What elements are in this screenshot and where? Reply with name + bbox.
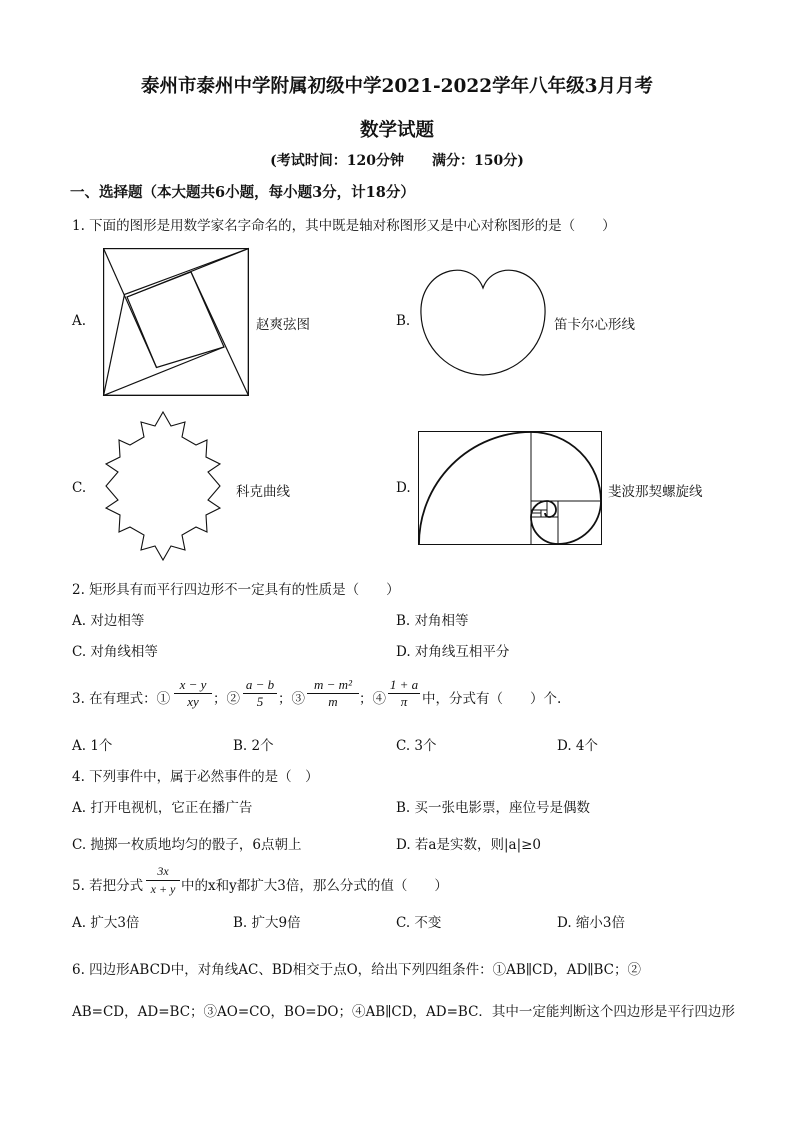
q5-option-b: B. 扩大9倍 — [233, 915, 301, 931]
q5-option-a: A. 扩大3倍 — [72, 915, 140, 931]
zhao-shuang-diagram — [103, 248, 249, 396]
q2-option-d: D. 对角线互相平分 — [396, 644, 510, 660]
q3-f3-numerator: m − m² — [307, 677, 359, 694]
koch-snowflake — [96, 412, 230, 560]
q4-option-c: C. 抛掷一枚质地均匀的骰子，6点朝上 — [72, 837, 302, 853]
q3-separator-2: ；② — [213, 691, 240, 707]
question-1-stem: 1. 下面的图形是用数学家名字命名的，其中既是轴对称图形又是中心对称图形的是（ ） — [72, 218, 616, 234]
q4-option-b: B. 买一张电影票，座位号是偶数 — [396, 800, 591, 816]
q3-f2-denominator: 5 — [256, 694, 264, 709]
q5-numerator: 3x — [146, 864, 180, 881]
q1-option-c-caption: 科克曲线 — [236, 484, 290, 500]
q3-option-b: B. 2个 — [233, 738, 274, 754]
exam-subtitle: 数学试题 — [359, 120, 434, 141]
q3-suffix: 中，分式有（ ）个. — [422, 691, 562, 707]
q1-option-d-letter: D. — [396, 480, 411, 496]
q3-fraction-1 — [174, 677, 212, 710]
question-6-line-1: 6. 四边形ABCD中，对角线AC、BD相交于点O，给出下列四组条件：①AB∥CD，AD∥BC；② — [72, 962, 642, 978]
q5-prefix: 5. 若把分式 — [72, 878, 144, 894]
q3-fraction-3 — [307, 677, 359, 710]
q3-option-d: D. 4个 — [557, 738, 599, 754]
q5-option-c: C. 不变 — [396, 915, 442, 931]
q3-f4-denominator: π — [400, 694, 408, 709]
q3-separator-4: ；④ — [359, 691, 386, 707]
q3-fraction-2 — [243, 677, 277, 710]
q2-option-b: B. 对角相等 — [396, 613, 469, 629]
cardioid-curve — [420, 266, 546, 376]
q3-f3-denominator: m — [328, 694, 338, 709]
section-heading: 一、选择题（本大题共6小题，每小题3分，计18分） — [70, 184, 415, 201]
q1-option-a-caption: 赵爽弦图 — [256, 317, 310, 333]
q1-option-c-letter: C. — [72, 480, 87, 496]
q1-option-d-caption: 斐波那契螺旋线 — [608, 484, 703, 500]
q3-f4-numerator: 1 + a — [389, 677, 419, 692]
q5-option-d: D. 缩小3倍 — [557, 915, 626, 931]
q3-f1-denominator: xy — [187, 694, 199, 709]
q3-option-a: A. 1个 — [72, 738, 113, 754]
q3-prefix: 3. 在有理式：① — [72, 691, 171, 707]
q5-suffix: 中的x和y都扩大3倍，那么分式的值（ ） — [181, 878, 448, 894]
q3-separator-3: ；③ — [278, 691, 305, 707]
q3-f2-numerator: a − b — [243, 677, 277, 694]
q1-option-b-letter: B. — [396, 313, 411, 329]
q4-option-a: A. 打开电视机，它正在播广告 — [72, 800, 253, 816]
question-2-stem: 2. 矩形具有而平行四边形不一定具有的性质是（ ） — [72, 582, 400, 598]
question-4-stem: 4. 下列事件中，属于必然事件的是（ ） — [72, 769, 319, 785]
question-6-line-2: AB=CD，AD=BC；③AO=CO，BO=DO；④AB∥CD，AD=BC．其中一定能判断这个四边形是平行四边形 — [72, 1004, 735, 1020]
q1-option-a-letter: A. — [72, 313, 87, 329]
q5-fraction — [146, 864, 180, 897]
exam-title: 泰州市泰州中学附属初级中学2021-2022学年八年级3月月考 — [140, 76, 654, 97]
q3-f1-numerator: x − y — [174, 677, 212, 694]
q3-fraction-4 — [388, 677, 420, 710]
exam-info: (考试时间：120分钟 满分：150分) — [270, 153, 524, 169]
fibonacci-spiral — [418, 431, 602, 545]
q2-option-a: A. 对边相等 — [72, 613, 145, 629]
q5-denominator: x + y — [150, 882, 176, 896]
q3-option-c: C. 3个 — [396, 738, 437, 754]
q2-option-c: C. 对角线相等 — [72, 644, 158, 660]
q1-option-b-caption: 笛卡尔心形线 — [554, 317, 635, 333]
q4-option-d: D. 若a是实数，则|a|≥0 — [396, 837, 542, 853]
